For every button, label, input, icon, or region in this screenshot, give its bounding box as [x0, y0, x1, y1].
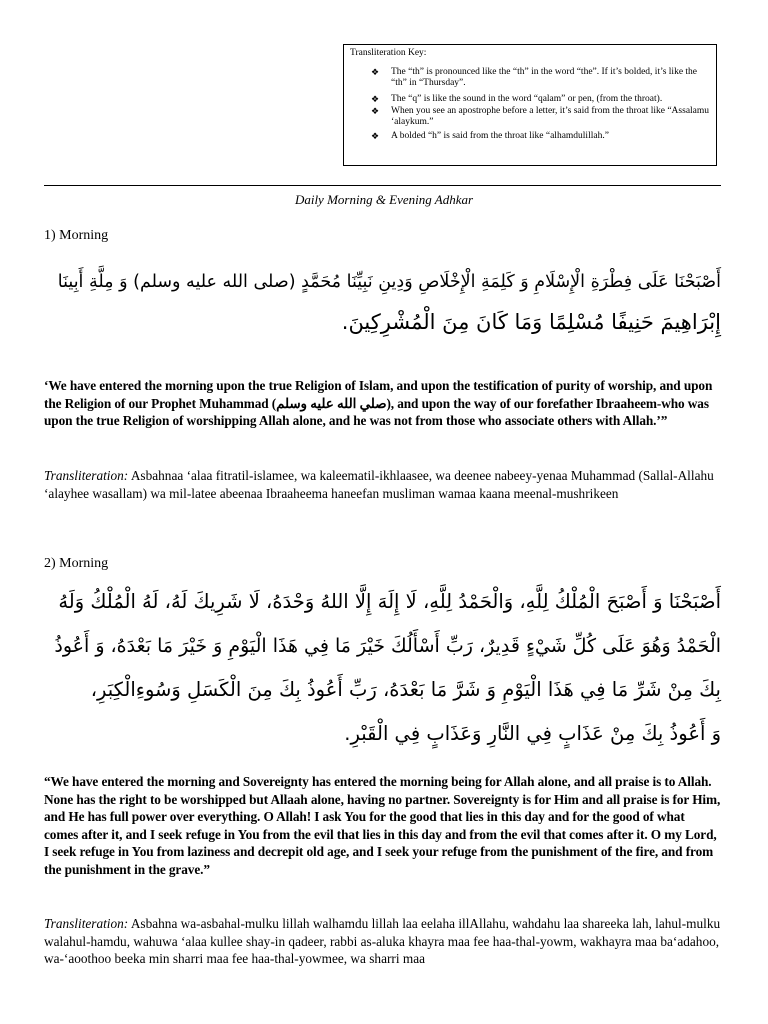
key-item-text: The “q” is like the sound in the word “qalam” or pen, (from the throat).: [391, 94, 663, 104]
transliteration-label: Transliteration:: [44, 468, 129, 483]
key-item-text: A bolded “h” is said from the throat like “alhamdulillah.”: [391, 131, 609, 141]
diamond-bullet-icon: ❖: [371, 106, 380, 116]
arabic-text-1: [44, 262, 721, 342]
diamond-bullet-icon: ❖: [371, 94, 380, 104]
horizontal-divider: [44, 185, 721, 186]
arabic-line: إِبْرَاهِيمَ حَنِيفًا مُسْلِمًا وَمَا كَانَ مِنَ الْمُشْرِكِينَ.: [341, 310, 721, 334]
section-heading-1: 1) Morning: [44, 228, 109, 243]
arabic-line: أَصْبَحْنَا عَلَى فِطْرَةِ الْإِسْلَامِ وَ كَلِمَةِ الْإِخْلَاصِ وَدِينِ نَبِيِّنَا مُحَمَّدٍ (صلى الله عليه وسلم) وَ مِلَّةِ أَبِينَا: [57, 272, 721, 292]
transliteration-label: Transliteration:: [44, 916, 129, 931]
arabic-line: بِكَ مِنْ شَرِّ مَا فِي هَذَا الْيَوْمِ وَ شَرَّ مَا بَعْدَهُ، رَبِّ أَعُوذُ بِكَ مِنَ الْكَسَلِ وَسُوءِالْكِبَرِ،: [90, 678, 721, 701]
page-title: Daily Morning & Evening Adhkar: [294, 192, 474, 207]
arabic-line: الْحَمْدُ وَهُوَ عَلَى كُلِّ شَيْءٍ قَدِيرٌ، رَبِّ أَسْأَلُكَ خَيْرَ مَا فِي هَذَا الْيَوْمِ وَ خَيْرَ مَا بَعْدَهُ، وَ أَعُوذُ: [54, 635, 721, 657]
arabic-line: أَصْبَحْنَا وَ أَصْبَحَ الْمُلْكُ لِلَّهِ، وَالْحَمْدُ لِلَّهِ، لَا إِلَهَ إِلَّا اللهُ وَحْدَهُ، لَا شَرِيكَ لَهُ، لَهُ الْمُلْكُ وَلَهُ: [58, 590, 721, 613]
key-list: [350, 67, 710, 142]
transliteration-text: Asbahna wa-asbahal-mulku lillah walhamdu lillah laa eelaha illAllahu, wahdahu laa shareeka lah, lahul-mulku walahul-hamdu, wahuwa ‘alaa kullee shay-in qadeer, rabbi as-aluka khayra maa fee haa-thal-yowm, wakhayra maa ba‘adahoo, wa-‘aoothoo beeka min sharri maa fee haa-thal-yowmee, wa sharri maa: [44, 916, 721, 967]
arabic-text-2: [44, 580, 721, 756]
transliteration-key-box: [343, 44, 717, 166]
translation-1: ‘We have entered the morning upon the true Religion of Islam, and upon the testification of purity of worship, and upon the Religion of our Prophet Muhammad (صلي الله عليه وسلم), and upon the way of our forefather Ibraaheem-who was upon the true Religion of worshipping Allah alone, and he was not from those who associate others with Allah.’”: [44, 378, 713, 429]
key-item-text: The “th” is pronounced like the “th” in the word “the”. If it’s bolded, it’s like the “th” in “Thursday”.: [391, 67, 698, 88]
transliteration-text: Asbahnaa ‘alaa fitratil-islamee, wa kaleematil-ikhlaasee, wa deenee nabeey-yenaa Muhammad (Sallal-Allahu ‘alayhee wasallam) wa mil-latee abeenaa Ibraaheema haneefan musliman wamaa kaana meenal-mushrikeen: [44, 468, 714, 501]
transliteration-1: [44, 467, 724, 502]
arabic-line: وَ أَعُوذُ بِكَ مِنْ عَذَابٍ فِي النَّارِ وَعَذَابٍ فِي الْقَبْرِ.: [344, 722, 721, 745]
key-title: Transliteration Key:: [350, 48, 427, 58]
key-item: [371, 131, 710, 142]
diamond-bullet-icon: ❖: [371, 67, 380, 77]
transliteration-2: [44, 915, 724, 968]
key-item-text: When you see an apostrophe before a letter, it’s said from the throat like “Assalamu ‘alaykum.”: [391, 106, 710, 127]
key-item: [371, 106, 710, 128]
section-heading-2: 2) Morning: [44, 556, 109, 571]
diamond-bullet-icon: ❖: [371, 131, 380, 141]
translation-2: “We have entered the morning and Sovereignty has entered the morning being for Allah alone, and all praise is to Allah. None has the right to be worshipped but Allaah alone, having no partner. Sovereignty is for Him and all praise is for Him, and He has full power over everything. O Allah! I ask You for the good that lies in this day and for the good of what comes after it, and I seek refuge in You from the evil that lies in this day and from the evil that comes after it. O my Lord, I seek refuge in You from laziness and decrepit old age, and I seek your refuge from the punishment of the fire, and from the punishment in the grave.”: [44, 774, 721, 877]
key-item: [371, 94, 710, 105]
key-item: [371, 67, 710, 89]
